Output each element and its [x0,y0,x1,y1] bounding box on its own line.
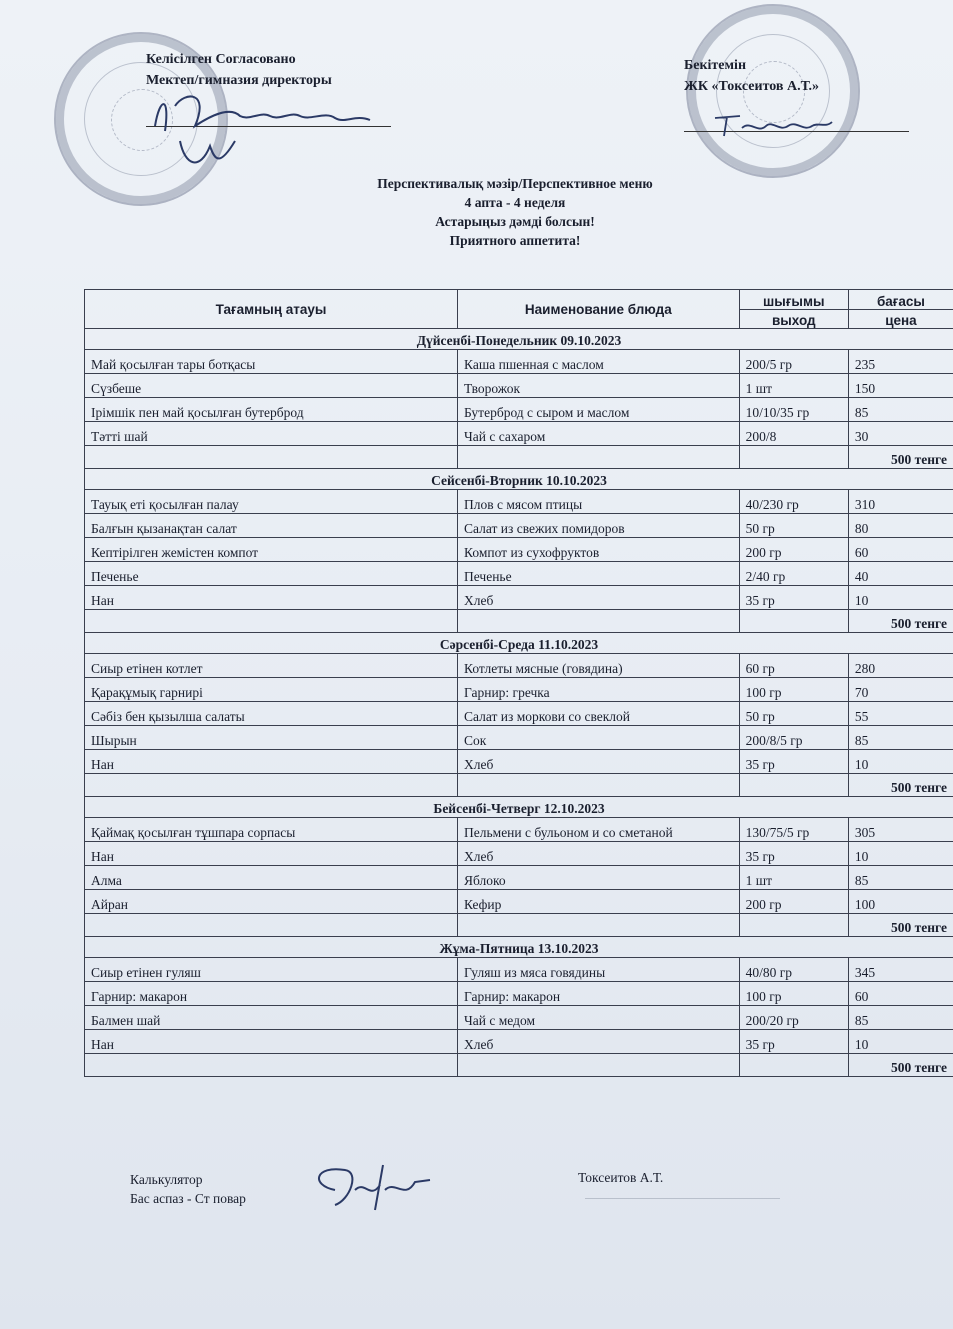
approval-left-block [146,49,332,91]
dish-output: 200 гр [739,890,848,914]
dish-name-ru: Салат из свежих помидоров [458,514,740,538]
day-total-row [85,446,953,469]
dish-output: 35 гр [739,750,848,774]
dish-output: 200 гр [739,538,848,562]
dish-name-ru: Гуляш из мяса говядины [458,958,740,982]
dish-name-ru: Компот из сухофруктов [458,538,740,562]
dish-name-ru: Хлеб [458,1030,740,1054]
col-header-kz: Тағамның атауы [85,290,458,329]
empty-cell [458,774,740,797]
col-header-price-ru: цена [848,309,953,329]
empty-cell [458,914,740,937]
day-title: Бейсенбі-Четверг 12.10.2023 [85,797,953,818]
dish-output: 100 гр [739,678,848,702]
dish-name-kz: Сәбіз бен қызылша салаты [85,702,458,726]
table-row [85,982,953,1006]
day-header-row [85,937,953,958]
day-header-row [85,329,953,350]
dish-name-ru: Печенье [458,562,740,586]
dish-name-ru: Плов с мясом птицы [458,490,740,514]
empty-cell [458,446,740,469]
dish-price: 235 [848,350,953,374]
table-row [85,818,953,842]
table-row [85,750,953,774]
dish-output: 200/8 [739,422,848,446]
dish-name-kz: Тауық еті қосылған палау [85,490,458,514]
dish-name-kz: Кептірілген жемістен компот [85,538,458,562]
empty-cell [739,1054,848,1077]
dish-price: 345 [848,958,953,982]
day-title: Дүйсенбі-Понедельник 09.10.2023 [85,329,953,350]
dish-name-ru: Яблоко [458,866,740,890]
day-total: 500 тенге [848,914,953,937]
dish-name-kz: Тәтті шай [85,422,458,446]
title-line2: 4 апта - 4 неделя [464,195,566,210]
dish-output: 35 гр [739,1030,848,1054]
dish-name-kz: Нан [85,1030,458,1054]
dish-name-ru: Кефир [458,890,740,914]
empty-cell [85,1054,458,1077]
day-total: 500 тенге [848,446,953,469]
dish-price: 150 [848,374,953,398]
footer-calculator: Калькулятор [130,1172,203,1187]
dish-price: 70 [848,678,953,702]
dish-output: 40/80 гр [739,958,848,982]
footer-left [130,1170,246,1208]
dish-name-kz: Балмен шай [85,1006,458,1030]
dish-output: 35 гр [739,842,848,866]
dish-name-ru: Чай с медом [458,1006,740,1030]
empty-cell [739,610,848,633]
table-row [85,890,953,914]
table-row [85,350,953,374]
table-row [85,514,953,538]
dish-price: 280 [848,654,953,678]
day-total: 500 тенге [848,1054,953,1077]
dish-output: 50 гр [739,702,848,726]
approval-left-line1: Келісілген Согласовано [146,52,296,67]
table-row [85,422,953,446]
approval-left-line2: Мектеп/гимназия директоры [146,73,332,88]
dish-output: 100 гр [739,982,848,1006]
table-row [85,1006,953,1030]
dish-name-kz: Қаймақ қосылған тұшпара сорпасы [85,818,458,842]
dish-name-kz: Сиыр етінен котлет [85,654,458,678]
col-header-output-kz: шығымы [739,290,848,310]
dish-output: 1 шт [739,866,848,890]
dish-output: 50 гр [739,514,848,538]
dish-price: 80 [848,514,953,538]
table-row [85,490,953,514]
approver-signature [710,106,840,140]
dish-output: 1 шт [739,374,848,398]
day-header-row [85,797,953,818]
dish-output: 200/5 гр [739,350,848,374]
dish-name-kz: Қарақұмық гарнирі [85,678,458,702]
table-row [85,374,953,398]
empty-cell [458,1054,740,1077]
table-row [85,702,953,726]
table-row [85,562,953,586]
col-header-output-ru: выход [739,309,848,329]
day-title: Жұма-Пятница 13.10.2023 [85,937,953,958]
title-line1: Перспективалық мәзір/Перспективное меню [377,176,653,191]
day-total-row [85,774,953,797]
dish-name-kz: Айран [85,890,458,914]
dish-name-ru: Хлеб [458,842,740,866]
col-header-price-kz: бағасы [848,290,953,310]
dish-name-kz: Балғын қызанақтан салат [85,514,458,538]
dish-name-kz: Сиыр етінен гуляш [85,958,458,982]
dish-name-ru: Чай с сахаром [458,422,740,446]
table-header-row [85,290,953,310]
dish-output: 200/20 гр [739,1006,848,1030]
dish-name-kz: Май қосылған тары ботқасы [85,350,458,374]
empty-cell [739,446,848,469]
chef-signature [305,1160,435,1215]
empty-cell [85,610,458,633]
dish-name-ru: Гарнир: гречка [458,678,740,702]
empty-cell [458,610,740,633]
dish-name-kz: Печенье [85,562,458,586]
dish-price: 100 [848,890,953,914]
dish-output: 10/10/35 гр [739,398,848,422]
approval-right-line2: ЖК «Токсеитов А.Т.» [684,79,820,94]
dish-price: 10 [848,842,953,866]
dish-price: 40 [848,562,953,586]
footer-signature-line [585,1198,780,1199]
dish-name-ru: Котлеты мясные (говядина) [458,654,740,678]
dish-name-ru: Хлеб [458,586,740,610]
dish-output: 40/230 гр [739,490,848,514]
dish-output: 130/75/5 гр [739,818,848,842]
dish-name-ru: Хлеб [458,750,740,774]
day-total-row [85,1054,953,1077]
day-total: 500 тенге [848,774,953,797]
dish-price: 10 [848,750,953,774]
day-header-row [85,633,953,654]
day-total-row [85,610,953,633]
dish-price: 305 [848,818,953,842]
dish-price: 310 [848,490,953,514]
day-header-row [85,469,953,490]
footer-name: Токсеитов А.Т. [578,1170,664,1185]
dish-name-kz: Нан [85,750,458,774]
dish-price: 10 [848,586,953,610]
col-header-ru: Наименование блюда [458,290,740,329]
dish-price: 85 [848,866,953,890]
dish-name-ru: Каша пшенная с маслом [458,350,740,374]
dish-price: 85 [848,726,953,750]
menu-table-body [85,290,953,1077]
dish-name-kz: Нан [85,586,458,610]
dish-price: 60 [848,982,953,1006]
empty-cell [85,914,458,937]
dish-output: 35 гр [739,586,848,610]
dish-name-ru: Салат из моркови со свеклой [458,702,740,726]
menu-title [300,174,730,250]
title-line4: Приятного аппетита! [449,233,581,248]
dish-name-ru: Гарнир: макарон [458,982,740,1006]
dish-price: 85 [848,398,953,422]
day-title: Сейсенбі-Вторник 10.10.2023 [85,469,953,490]
director-signature [140,86,400,176]
title-line3: Астарыңыз дәмді болсын! [435,214,595,229]
dish-name-kz: Шырын [85,726,458,750]
empty-cell [739,774,848,797]
table-row [85,726,953,750]
dish-price: 10 [848,1030,953,1054]
approval-right-line1: Бекітемін [684,58,747,73]
dish-price: 55 [848,702,953,726]
day-total: 500 тенге [848,610,953,633]
empty-cell [85,446,458,469]
dish-price: 60 [848,538,953,562]
dish-name-kz: Нан [85,842,458,866]
table-row [85,538,953,562]
dish-name-ru: Сок [458,726,740,750]
dish-name-kz: Ірімшік пен май қосылған бутерброд [85,398,458,422]
day-total-row [85,914,953,937]
dish-name-ru: Бутерброд с сыром и маслом [458,398,740,422]
table-row [85,866,953,890]
empty-cell [739,914,848,937]
table-row [85,586,953,610]
dish-output: 200/8/5 гр [739,726,848,750]
menu-table [84,289,953,1077]
table-row [85,654,953,678]
footer-chef: Бас аспаз - Ст повар [130,1191,246,1206]
dish-output: 2/40 гр [739,562,848,586]
table-row [85,398,953,422]
dish-name-kz: Сүзбеше [85,374,458,398]
approval-right-block [684,55,819,97]
dish-output: 60 гр [739,654,848,678]
table-row [85,958,953,982]
table-row [85,1030,953,1054]
dish-price: 30 [848,422,953,446]
dish-name-kz: Гарнир: макарон [85,982,458,1006]
table-row [85,678,953,702]
table-row [85,842,953,866]
dish-name-ru: Творожок [458,374,740,398]
dish-name-ru: Пельмени с бульоном и со сметаной [458,818,740,842]
dish-price: 85 [848,1006,953,1030]
dish-name-kz: Алма [85,866,458,890]
day-title: Сәрсенбі-Среда 11.10.2023 [85,633,953,654]
empty-cell [85,774,458,797]
